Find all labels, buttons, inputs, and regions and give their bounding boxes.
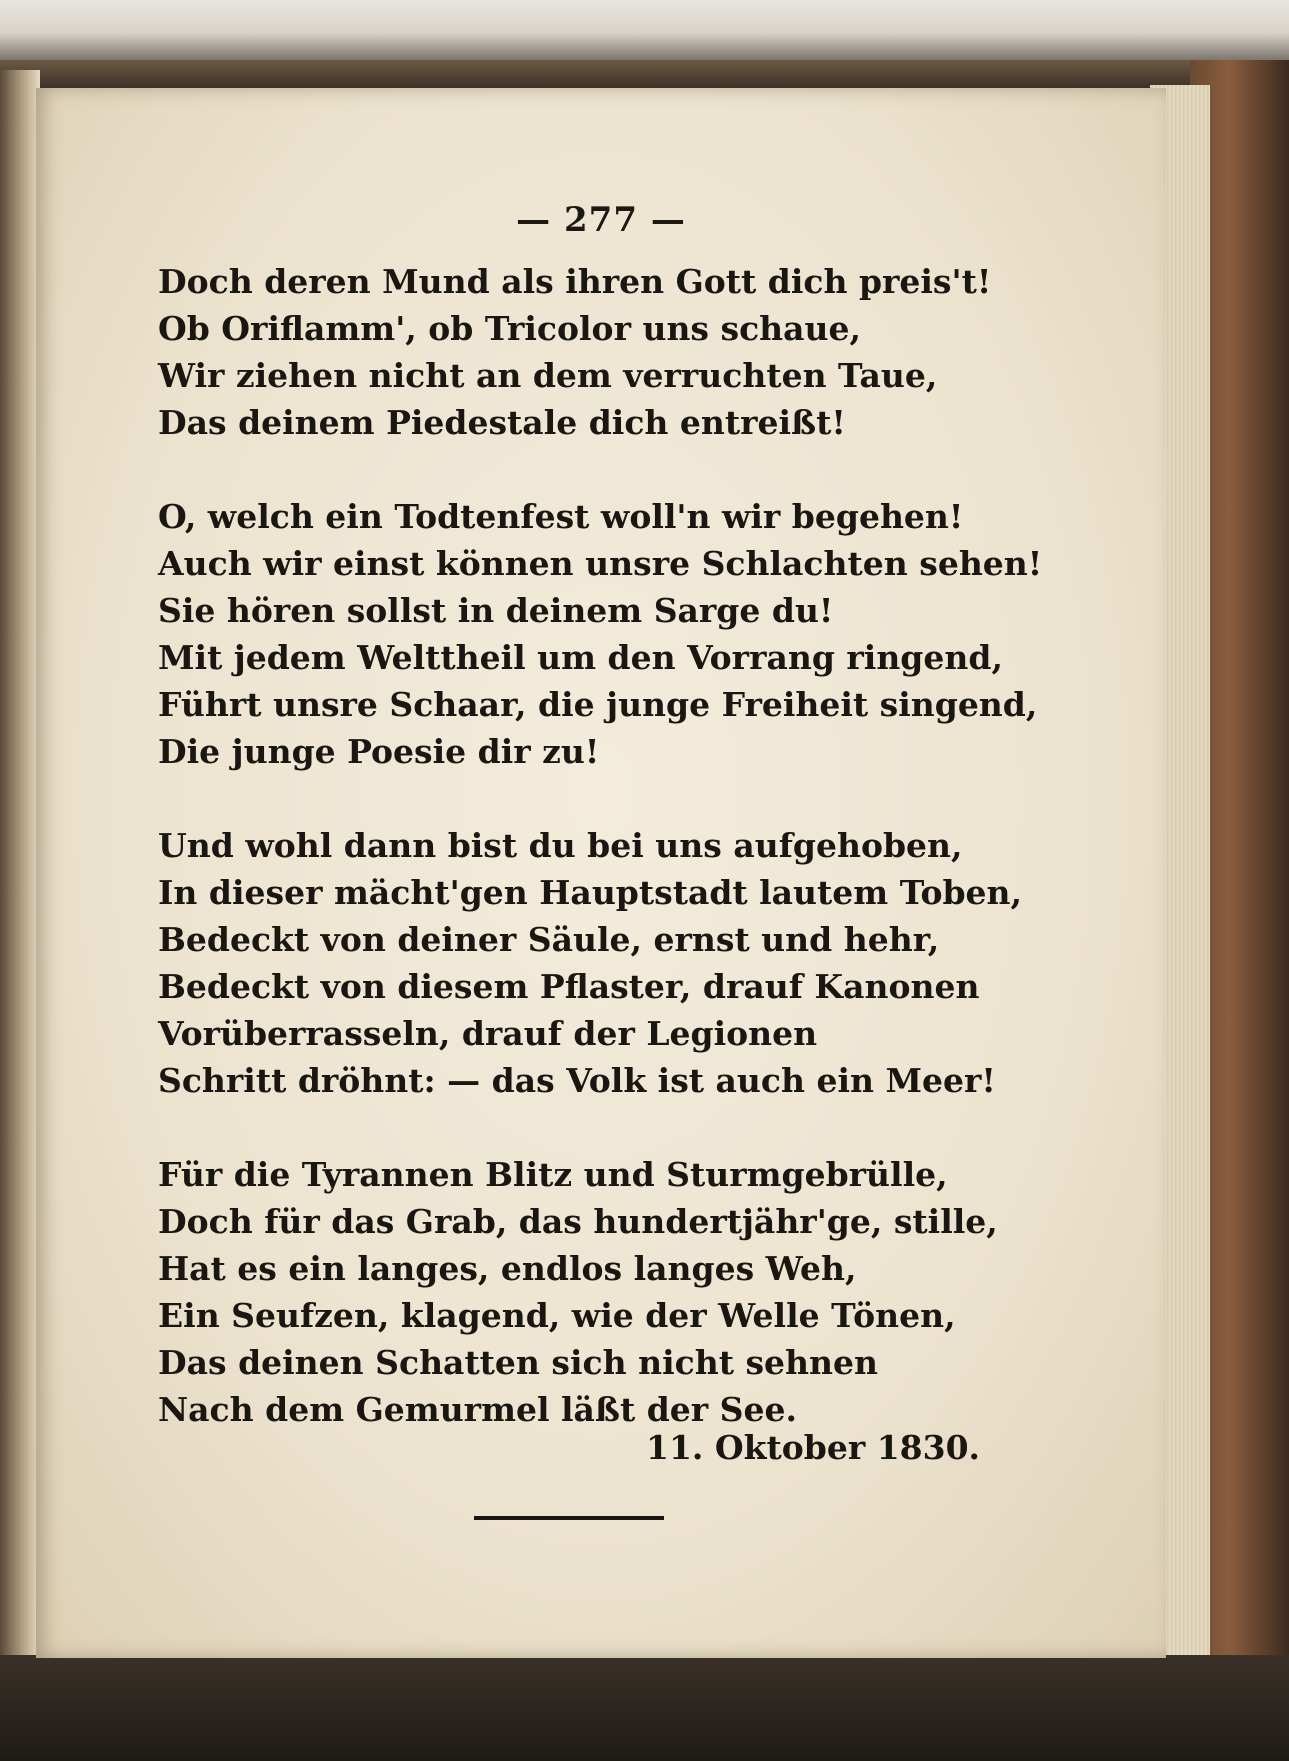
poem-line: Bedeckt von deiner Säule, ernst und hehr, xyxy=(158,920,940,959)
poem-line: Das deinem Piedestale dich entreißt! xyxy=(158,403,846,442)
poem-line: Schritt dröhnt: — das Volk ist auch ein Meer! xyxy=(158,1061,996,1100)
book-binding-left xyxy=(0,70,40,1670)
poem-line: Nach dem Gemurmel läßt der See. xyxy=(158,1390,797,1429)
poem-line: Und wohl dann bist du bei uns aufgehoben, xyxy=(158,826,963,865)
poem-line: Für die Tyrannen Blitz und Sturmgebrülle, xyxy=(158,1155,948,1194)
poem-line: Ob Oriflamm', ob Tricolor uns schaue, xyxy=(158,309,862,348)
book-spine-edge xyxy=(0,60,1200,90)
poem-line: Sie hören sollst in deinem Sarge du! xyxy=(158,591,834,630)
poem-line: Auch wir einst können unsre Schlachten sehen! xyxy=(158,544,1043,583)
page-number: — 277 — xyxy=(516,200,686,240)
poem-line: Mit jedem Welttheil um den Vorrang ringend, xyxy=(158,638,1003,677)
poem-line: Führt unsre Schaar, die junge Freiheit singend, xyxy=(158,685,1038,724)
stanza xyxy=(158,258,1058,446)
poem-line: Doch für das Grab, das hundertjähr'ge, stille, xyxy=(158,1202,998,1241)
stanza xyxy=(158,493,1058,775)
book-bottom-edge xyxy=(0,1655,1289,1761)
book-page xyxy=(36,88,1166,1658)
poem-line: In dieser mächt'gen Hauptstadt lautem Toben, xyxy=(158,873,1023,912)
poem-line: Wir ziehen nicht an dem verruchten Taue, xyxy=(158,356,938,395)
poem-line: O, welch ein Todtenfest woll'n wir begehen! xyxy=(158,497,964,536)
poem-line: Bedeckt von diesem Pflaster, drauf Kanonen xyxy=(158,967,980,1006)
stanza xyxy=(158,1151,1058,1433)
poem-line: Vorüberrasseln, drauf der Legionen xyxy=(158,1014,818,1053)
poem-line: Die junge Poesie dir zu! xyxy=(158,732,600,771)
poem-line: Doch deren Mund als ihren Gott dich preis't! xyxy=(158,262,992,301)
poem-line: Hat es ein langes, endlos langes Weh, xyxy=(158,1249,857,1288)
poem-text xyxy=(158,258,1058,1480)
poem-line: Das deinen Schatten sich nicht sehnen xyxy=(158,1343,878,1382)
stanza xyxy=(158,822,1058,1104)
end-rule xyxy=(474,1516,664,1520)
poem-line: Ein Seufzen, klagend, wie der Welle Tönen, xyxy=(158,1296,956,1335)
poem-date: 11. Oktober 1830. xyxy=(646,1428,981,1467)
